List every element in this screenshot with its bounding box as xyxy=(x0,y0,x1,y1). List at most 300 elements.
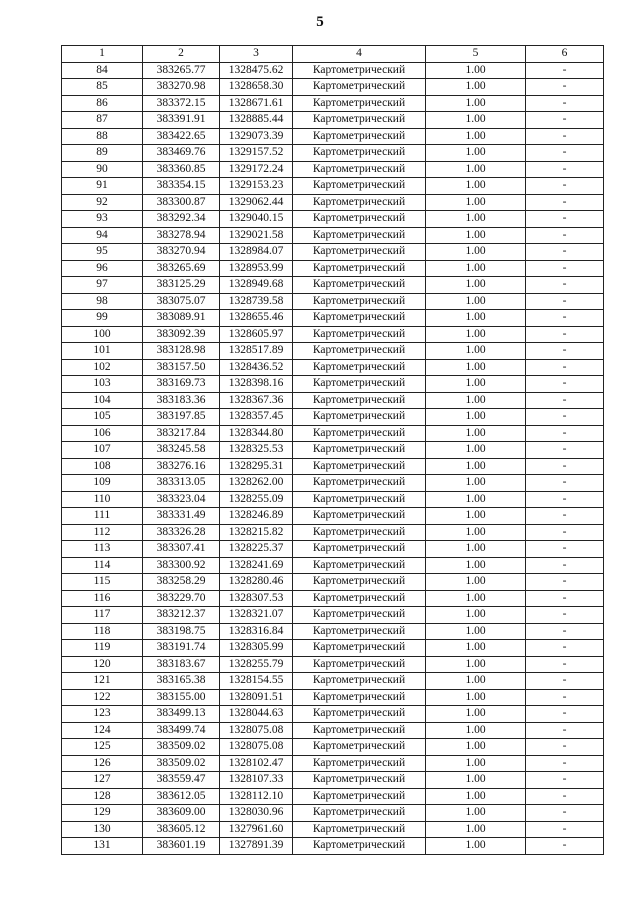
column-header-1: 1 xyxy=(62,46,143,63)
description-cell: - xyxy=(526,491,604,508)
description-cell: - xyxy=(526,524,604,541)
method-cell: Картометрический xyxy=(293,788,426,805)
accuracy-cell: 1.00 xyxy=(426,722,526,739)
table-row xyxy=(62,739,604,756)
x-coordinate-cell: 383422.65 xyxy=(143,128,220,145)
accuracy-cell: 1.00 xyxy=(426,62,526,79)
description-cell: - xyxy=(526,706,604,723)
accuracy-cell: 1.00 xyxy=(426,623,526,640)
x-coordinate-cell: 383354.15 xyxy=(143,178,220,195)
y-coordinate-cell: 1328102.47 xyxy=(220,755,293,772)
point-number-cell: 131 xyxy=(62,838,143,855)
method-cell: Картометрический xyxy=(293,557,426,574)
table-row xyxy=(62,458,604,475)
point-number-cell: 111 xyxy=(62,508,143,525)
point-number-cell: 99 xyxy=(62,310,143,327)
method-cell: Картометрический xyxy=(293,376,426,393)
table-row xyxy=(62,590,604,607)
method-cell: Картометрический xyxy=(293,838,426,855)
description-cell: - xyxy=(526,442,604,459)
table-row xyxy=(62,607,604,624)
description-cell: - xyxy=(526,722,604,739)
point-number-cell: 95 xyxy=(62,244,143,261)
description-cell: - xyxy=(526,640,604,657)
method-cell: Картометрический xyxy=(293,62,426,79)
accuracy-cell: 1.00 xyxy=(426,458,526,475)
description-cell: - xyxy=(526,772,604,789)
method-cell: Картометрический xyxy=(293,458,426,475)
table-row xyxy=(62,211,604,228)
method-cell: Картометрический xyxy=(293,590,426,607)
x-coordinate-cell: 383183.67 xyxy=(143,656,220,673)
accuracy-cell: 1.00 xyxy=(426,227,526,244)
accuracy-cell: 1.00 xyxy=(426,178,526,195)
point-number-cell: 124 xyxy=(62,722,143,739)
accuracy-cell: 1.00 xyxy=(426,640,526,657)
accuracy-cell: 1.00 xyxy=(426,409,526,426)
method-cell: Картометрический xyxy=(293,343,426,360)
method-cell: Картометрический xyxy=(293,293,426,310)
y-coordinate-cell: 1328030.96 xyxy=(220,805,293,822)
y-coordinate-cell: 1329157.52 xyxy=(220,145,293,162)
method-cell: Картометрический xyxy=(293,178,426,195)
y-coordinate-cell: 1328154.55 xyxy=(220,673,293,690)
method-cell: Картометрический xyxy=(293,706,426,723)
description-cell: - xyxy=(526,838,604,855)
accuracy-cell: 1.00 xyxy=(426,475,526,492)
accuracy-cell: 1.00 xyxy=(426,112,526,129)
accuracy-cell: 1.00 xyxy=(426,755,526,772)
table-row xyxy=(62,293,604,310)
x-coordinate-cell: 383165.38 xyxy=(143,673,220,690)
y-coordinate-cell: 1328246.89 xyxy=(220,508,293,525)
accuracy-cell: 1.00 xyxy=(426,79,526,96)
accuracy-cell: 1.00 xyxy=(426,244,526,261)
description-cell: - xyxy=(526,623,604,640)
method-cell: Картометрический xyxy=(293,145,426,162)
accuracy-cell: 1.00 xyxy=(426,656,526,673)
description-cell: - xyxy=(526,475,604,492)
description-cell: - xyxy=(526,541,604,558)
x-coordinate-cell: 383559.47 xyxy=(143,772,220,789)
point-number-cell: 117 xyxy=(62,607,143,624)
x-coordinate-cell: 383331.49 xyxy=(143,508,220,525)
description-cell: - xyxy=(526,260,604,277)
method-cell: Картометрический xyxy=(293,310,426,327)
description-cell: - xyxy=(526,343,604,360)
table-row xyxy=(62,788,604,805)
method-cell: Картометрический xyxy=(293,508,426,525)
method-cell: Картометрический xyxy=(293,260,426,277)
description-cell: - xyxy=(526,788,604,805)
point-number-cell: 113 xyxy=(62,541,143,558)
accuracy-cell: 1.00 xyxy=(426,194,526,211)
point-number-cell: 84 xyxy=(62,62,143,79)
y-coordinate-cell: 1328321.07 xyxy=(220,607,293,624)
y-coordinate-cell: 1328262.00 xyxy=(220,475,293,492)
y-coordinate-cell: 1328075.08 xyxy=(220,739,293,756)
x-coordinate-cell: 383276.16 xyxy=(143,458,220,475)
accuracy-cell: 1.00 xyxy=(426,161,526,178)
y-coordinate-cell: 1328357.45 xyxy=(220,409,293,426)
method-cell: Картометрический xyxy=(293,755,426,772)
point-number-cell: 125 xyxy=(62,739,143,756)
point-number-cell: 97 xyxy=(62,277,143,294)
accuracy-cell: 1.00 xyxy=(426,508,526,525)
x-coordinate-cell: 383300.87 xyxy=(143,194,220,211)
table-row xyxy=(62,227,604,244)
table-header xyxy=(62,46,604,63)
table-row xyxy=(62,755,604,772)
table-row xyxy=(62,260,604,277)
table-row xyxy=(62,475,604,492)
y-coordinate-cell: 1328517.89 xyxy=(220,343,293,360)
description-cell: - xyxy=(526,458,604,475)
accuracy-cell: 1.00 xyxy=(426,524,526,541)
y-coordinate-cell: 1327961.60 xyxy=(220,821,293,838)
x-coordinate-cell: 383212.37 xyxy=(143,607,220,624)
table-row xyxy=(62,524,604,541)
accuracy-cell: 1.00 xyxy=(426,392,526,409)
y-coordinate-cell: 1328436.52 xyxy=(220,359,293,376)
method-cell: Картометрический xyxy=(293,244,426,261)
x-coordinate-cell: 383612.05 xyxy=(143,788,220,805)
y-coordinate-cell: 1328305.99 xyxy=(220,640,293,657)
accuracy-cell: 1.00 xyxy=(426,277,526,294)
accuracy-cell: 1.00 xyxy=(426,541,526,558)
point-number-cell: 109 xyxy=(62,475,143,492)
y-coordinate-cell: 1328316.84 xyxy=(220,623,293,640)
accuracy-cell: 1.00 xyxy=(426,607,526,624)
description-cell: - xyxy=(526,425,604,442)
accuracy-cell: 1.00 xyxy=(426,310,526,327)
accuracy-cell: 1.00 xyxy=(426,739,526,756)
method-cell: Картометрический xyxy=(293,392,426,409)
x-coordinate-cell: 383278.94 xyxy=(143,227,220,244)
x-coordinate-cell: 383326.28 xyxy=(143,524,220,541)
table-body xyxy=(62,62,604,854)
accuracy-cell: 1.00 xyxy=(426,805,526,822)
y-coordinate-cell: 1328398.16 xyxy=(220,376,293,393)
coordinates-table xyxy=(61,45,604,855)
x-coordinate-cell: 383323.04 xyxy=(143,491,220,508)
y-coordinate-cell: 1329040.15 xyxy=(220,211,293,228)
method-cell: Картометрический xyxy=(293,640,426,657)
table-row xyxy=(62,673,604,690)
x-coordinate-cell: 383292.34 xyxy=(143,211,220,228)
table-row xyxy=(62,178,604,195)
accuracy-cell: 1.00 xyxy=(426,293,526,310)
method-cell: Картометрический xyxy=(293,277,426,294)
method-cell: Картометрический xyxy=(293,722,426,739)
point-number-cell: 122 xyxy=(62,689,143,706)
header-row xyxy=(62,46,604,63)
description-cell: - xyxy=(526,227,604,244)
method-cell: Картометрический xyxy=(293,772,426,789)
x-coordinate-cell: 383499.13 xyxy=(143,706,220,723)
column-header-3: 3 xyxy=(220,46,293,63)
method-cell: Картометрический xyxy=(293,359,426,376)
table-row xyxy=(62,376,604,393)
x-coordinate-cell: 383601.19 xyxy=(143,838,220,855)
point-number-cell: 94 xyxy=(62,227,143,244)
y-coordinate-cell: 1328739.58 xyxy=(220,293,293,310)
table-row xyxy=(62,95,604,112)
point-number-cell: 87 xyxy=(62,112,143,129)
accuracy-cell: 1.00 xyxy=(426,326,526,343)
y-coordinate-cell: 1328091.51 xyxy=(220,689,293,706)
accuracy-cell: 1.00 xyxy=(426,491,526,508)
point-number-cell: 91 xyxy=(62,178,143,195)
point-number-cell: 128 xyxy=(62,788,143,805)
point-number-cell: 100 xyxy=(62,326,143,343)
y-coordinate-cell: 1329172.24 xyxy=(220,161,293,178)
y-coordinate-cell: 1328953.99 xyxy=(220,260,293,277)
point-number-cell: 93 xyxy=(62,211,143,228)
y-coordinate-cell: 1328075.08 xyxy=(220,722,293,739)
point-number-cell: 127 xyxy=(62,772,143,789)
method-cell: Картометрический xyxy=(293,623,426,640)
x-coordinate-cell: 383469.76 xyxy=(143,145,220,162)
accuracy-cell: 1.00 xyxy=(426,689,526,706)
y-coordinate-cell: 1328658.30 xyxy=(220,79,293,96)
description-cell: - xyxy=(526,293,604,310)
y-coordinate-cell: 1328215.82 xyxy=(220,524,293,541)
y-coordinate-cell: 1328107.33 xyxy=(220,772,293,789)
x-coordinate-cell: 383197.85 xyxy=(143,409,220,426)
y-coordinate-cell: 1328655.46 xyxy=(220,310,293,327)
method-cell: Картометрический xyxy=(293,475,426,492)
accuracy-cell: 1.00 xyxy=(426,425,526,442)
x-coordinate-cell: 383609.00 xyxy=(143,805,220,822)
accuracy-cell: 1.00 xyxy=(426,788,526,805)
method-cell: Картометрический xyxy=(293,112,426,129)
table-row xyxy=(62,557,604,574)
description-cell: - xyxy=(526,194,604,211)
accuracy-cell: 1.00 xyxy=(426,128,526,145)
point-number-cell: 121 xyxy=(62,673,143,690)
table-row xyxy=(62,656,604,673)
y-coordinate-cell: 1328255.09 xyxy=(220,491,293,508)
method-cell: Картометрический xyxy=(293,541,426,558)
table-row xyxy=(62,574,604,591)
table-row xyxy=(62,640,604,657)
x-coordinate-cell: 383360.85 xyxy=(143,161,220,178)
page-number: 5 xyxy=(316,14,324,30)
description-cell: - xyxy=(526,277,604,294)
description-cell: - xyxy=(526,161,604,178)
x-coordinate-cell: 383265.69 xyxy=(143,260,220,277)
x-coordinate-cell: 383191.74 xyxy=(143,640,220,657)
x-coordinate-cell: 383499.74 xyxy=(143,722,220,739)
point-number-cell: 129 xyxy=(62,805,143,822)
description-cell: - xyxy=(526,244,604,261)
method-cell: Картометрический xyxy=(293,409,426,426)
table-row xyxy=(62,161,604,178)
table-row xyxy=(62,112,604,129)
accuracy-cell: 1.00 xyxy=(426,557,526,574)
point-number-cell: 123 xyxy=(62,706,143,723)
table-row xyxy=(62,838,604,855)
table-row xyxy=(62,277,604,294)
accuracy-cell: 1.00 xyxy=(426,442,526,459)
y-coordinate-cell: 1329062.44 xyxy=(220,194,293,211)
x-coordinate-cell: 383128.98 xyxy=(143,343,220,360)
point-number-cell: 118 xyxy=(62,623,143,640)
accuracy-cell: 1.00 xyxy=(426,211,526,228)
method-cell: Картометрический xyxy=(293,524,426,541)
column-header-5: 5 xyxy=(426,46,526,63)
description-cell: - xyxy=(526,79,604,96)
point-number-cell: 110 xyxy=(62,491,143,508)
x-coordinate-cell: 383198.75 xyxy=(143,623,220,640)
y-coordinate-cell: 1328885.44 xyxy=(220,112,293,129)
method-cell: Картометрический xyxy=(293,211,426,228)
table-row xyxy=(62,689,604,706)
x-coordinate-cell: 383092.39 xyxy=(143,326,220,343)
x-coordinate-cell: 383125.29 xyxy=(143,277,220,294)
point-number-cell: 115 xyxy=(62,574,143,591)
point-number-cell: 85 xyxy=(62,79,143,96)
x-coordinate-cell: 383089.91 xyxy=(143,310,220,327)
description-cell: - xyxy=(526,392,604,409)
point-number-cell: 104 xyxy=(62,392,143,409)
point-number-cell: 108 xyxy=(62,458,143,475)
point-number-cell: 120 xyxy=(62,656,143,673)
table-row xyxy=(62,541,604,558)
description-cell: - xyxy=(526,574,604,591)
method-cell: Картометрический xyxy=(293,425,426,442)
description-cell: - xyxy=(526,607,604,624)
point-number-cell: 101 xyxy=(62,343,143,360)
x-coordinate-cell: 383509.02 xyxy=(143,755,220,772)
table-row xyxy=(62,706,604,723)
description-cell: - xyxy=(526,376,604,393)
y-coordinate-cell: 1327891.39 xyxy=(220,838,293,855)
accuracy-cell: 1.00 xyxy=(426,706,526,723)
description-cell: - xyxy=(526,805,604,822)
y-coordinate-cell: 1328671.61 xyxy=(220,95,293,112)
description-cell: - xyxy=(526,211,604,228)
table-row xyxy=(62,359,604,376)
method-cell: Картометрический xyxy=(293,227,426,244)
table-row xyxy=(62,145,604,162)
method-cell: Картометрический xyxy=(293,689,426,706)
method-cell: Картометрический xyxy=(293,194,426,211)
table-row xyxy=(62,623,604,640)
point-number-cell: 92 xyxy=(62,194,143,211)
description-cell: - xyxy=(526,689,604,706)
point-number-cell: 96 xyxy=(62,260,143,277)
description-cell: - xyxy=(526,656,604,673)
accuracy-cell: 1.00 xyxy=(426,359,526,376)
method-cell: Картометрический xyxy=(293,128,426,145)
accuracy-cell: 1.00 xyxy=(426,590,526,607)
y-coordinate-cell: 1328605.97 xyxy=(220,326,293,343)
y-coordinate-cell: 1328949.68 xyxy=(220,277,293,294)
method-cell: Картометрический xyxy=(293,673,426,690)
point-number-cell: 114 xyxy=(62,557,143,574)
table-row xyxy=(62,491,604,508)
x-coordinate-cell: 383265.77 xyxy=(143,62,220,79)
table-row xyxy=(62,442,604,459)
accuracy-cell: 1.00 xyxy=(426,838,526,855)
column-header-2: 2 xyxy=(143,46,220,63)
x-coordinate-cell: 383258.29 xyxy=(143,574,220,591)
description-cell: - xyxy=(526,62,604,79)
x-coordinate-cell: 383157.50 xyxy=(143,359,220,376)
point-number-cell: 126 xyxy=(62,755,143,772)
point-number-cell: 89 xyxy=(62,145,143,162)
x-coordinate-cell: 383300.92 xyxy=(143,557,220,574)
table-row xyxy=(62,62,604,79)
accuracy-cell: 1.00 xyxy=(426,673,526,690)
y-coordinate-cell: 1328344.80 xyxy=(220,425,293,442)
description-cell: - xyxy=(526,557,604,574)
point-number-cell: 98 xyxy=(62,293,143,310)
description-cell: - xyxy=(526,145,604,162)
y-coordinate-cell: 1328295.31 xyxy=(220,458,293,475)
point-number-cell: 88 xyxy=(62,128,143,145)
description-cell: - xyxy=(526,95,604,112)
description-cell: - xyxy=(526,673,604,690)
point-number-cell: 90 xyxy=(62,161,143,178)
point-number-cell: 105 xyxy=(62,409,143,426)
column-header-4: 4 xyxy=(293,46,426,63)
method-cell: Картометрический xyxy=(293,739,426,756)
description-cell: - xyxy=(526,590,604,607)
point-number-cell: 119 xyxy=(62,640,143,657)
method-cell: Картометрический xyxy=(293,574,426,591)
method-cell: Картометрический xyxy=(293,326,426,343)
description-cell: - xyxy=(526,310,604,327)
y-coordinate-cell: 1328112.10 xyxy=(220,788,293,805)
table-row xyxy=(62,128,604,145)
table-row xyxy=(62,392,604,409)
x-coordinate-cell: 383391.91 xyxy=(143,112,220,129)
x-coordinate-cell: 383509.02 xyxy=(143,739,220,756)
description-cell: - xyxy=(526,112,604,129)
point-number-cell: 106 xyxy=(62,425,143,442)
x-coordinate-cell: 383169.73 xyxy=(143,376,220,393)
description-cell: - xyxy=(526,128,604,145)
accuracy-cell: 1.00 xyxy=(426,376,526,393)
description-cell: - xyxy=(526,755,604,772)
y-coordinate-cell: 1329153.23 xyxy=(220,178,293,195)
x-coordinate-cell: 383270.94 xyxy=(143,244,220,261)
table-row xyxy=(62,244,604,261)
description-cell: - xyxy=(526,326,604,343)
accuracy-cell: 1.00 xyxy=(426,260,526,277)
table-row xyxy=(62,821,604,838)
table-row xyxy=(62,194,604,211)
x-coordinate-cell: 383183.36 xyxy=(143,392,220,409)
accuracy-cell: 1.00 xyxy=(426,821,526,838)
accuracy-cell: 1.00 xyxy=(426,772,526,789)
accuracy-cell: 1.00 xyxy=(426,95,526,112)
method-cell: Картометрический xyxy=(293,656,426,673)
method-cell: Картометрический xyxy=(293,161,426,178)
method-cell: Картометрический xyxy=(293,805,426,822)
y-coordinate-cell: 1328367.36 xyxy=(220,392,293,409)
y-coordinate-cell: 1328984.07 xyxy=(220,244,293,261)
x-coordinate-cell: 383217.84 xyxy=(143,425,220,442)
table-row xyxy=(62,310,604,327)
x-coordinate-cell: 383313.05 xyxy=(143,475,220,492)
x-coordinate-cell: 383155.00 xyxy=(143,689,220,706)
column-header-6: 6 xyxy=(526,46,604,63)
method-cell: Картометрический xyxy=(293,821,426,838)
